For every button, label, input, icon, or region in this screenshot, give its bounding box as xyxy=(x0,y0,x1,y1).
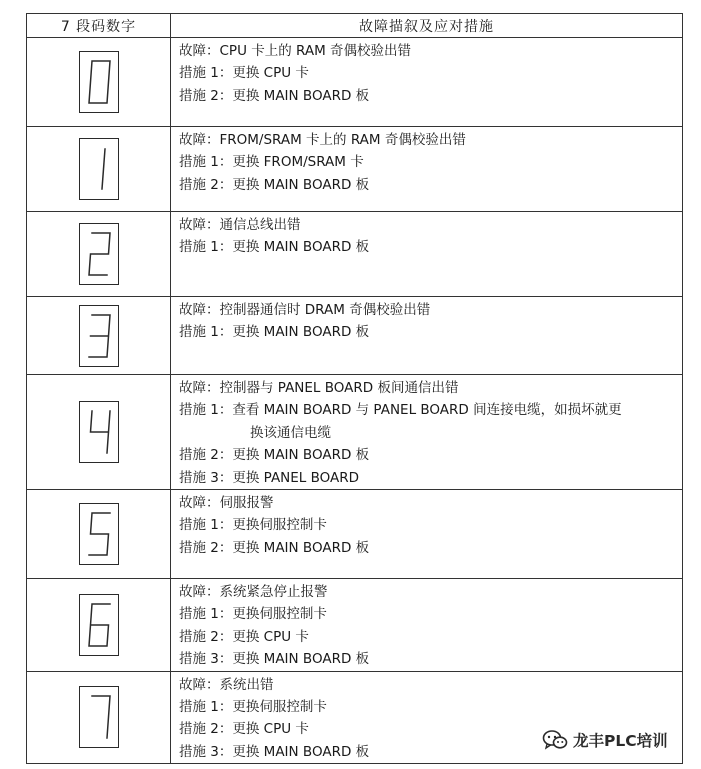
measure-line: 措施 2：更换 CPU 卡 xyxy=(179,628,309,645)
digit-cell xyxy=(27,127,171,212)
table-row xyxy=(27,375,683,490)
seven-segment-digit-0-icon xyxy=(79,51,119,113)
fault-line: 故障：通信总线出错 xyxy=(179,217,301,233)
measure-line: 措施 1：更换伺服控制卡 xyxy=(179,606,327,623)
measure-line: 措施 3：更换 MAIN BOARD 板 xyxy=(179,651,370,668)
measure-line: 措施 1：查看 MAIN BOARD 与 PANEL BOARD 间连接电缆，如损坏就更 xyxy=(179,402,622,419)
fault-line: 故障：控制器通信时 DRAM 奇偶校验出错 xyxy=(179,302,431,318)
seven-segment-digit-3-icon xyxy=(79,305,119,367)
description-cell xyxy=(171,297,683,375)
table-header-row xyxy=(27,14,683,38)
fault-line: 故障：系统出错 xyxy=(179,676,274,693)
measure-line: 措施 2：更换 MAIN BOARD 板 xyxy=(179,87,370,104)
table-row xyxy=(27,579,683,672)
seven-segment-digit-1-icon xyxy=(79,138,119,200)
digit-cell xyxy=(27,490,171,579)
watermark-text: 龙丰PLC培训 xyxy=(573,732,668,750)
measure-line: 措施 1：更换伺服控制卡 xyxy=(179,699,327,716)
table-row xyxy=(27,38,683,127)
table-row xyxy=(27,212,683,297)
digit-cell xyxy=(27,579,171,672)
measure-line: 措施 1：更换 MAIN BOARD 板 xyxy=(179,239,370,256)
description-cell xyxy=(171,490,683,579)
seven-segment-digit-7-icon xyxy=(79,686,119,748)
seven-segment-digit-6-icon xyxy=(79,594,119,656)
fault-line: 故障：系统紧急停止报警 xyxy=(179,584,328,601)
digit-cell xyxy=(27,38,171,127)
table-row xyxy=(27,297,683,375)
digit-cell xyxy=(27,375,171,490)
seven-segment-digit-4-icon xyxy=(79,401,119,463)
description-cell xyxy=(171,212,683,297)
seven-segment-digit-2-icon xyxy=(79,223,119,285)
fault-code-table xyxy=(26,13,683,764)
seven-segment-digit-5-icon xyxy=(79,503,119,565)
description-cell xyxy=(171,127,683,212)
wechat-icon xyxy=(542,729,568,751)
table-row xyxy=(27,127,683,212)
fault-line: 故障：伺服报警 xyxy=(179,495,274,512)
digit-cell xyxy=(27,297,171,375)
header-description: 故障描叙及应对措施 xyxy=(171,14,683,38)
measure-line: 措施 1：更换 CPU 卡 xyxy=(179,65,309,82)
description-cell xyxy=(171,375,683,490)
measure-line: 措施 3：更换 PANEL BOARD xyxy=(179,469,360,486)
measure-line: 措施 1：更换 MAIN BOARD 板 xyxy=(179,324,370,341)
measure-line-continued: 换该通信电缆 xyxy=(250,424,331,441)
measure-line: 措施 2：更换 CPU 卡 xyxy=(179,721,309,738)
description-cell xyxy=(171,579,683,672)
table-row xyxy=(27,490,683,579)
measure-line: 措施 1：更换 FROM/SRAM 卡 xyxy=(179,154,364,171)
fault-line: 故障：CPU 卡上的 RAM 奇偶校验出错 xyxy=(179,43,412,59)
digit-cell xyxy=(27,671,171,764)
header-digit: 7 段码数字 xyxy=(27,14,171,38)
measure-line: 措施 2：更换 MAIN BOARD 板 xyxy=(179,539,370,556)
fault-line: 故障：控制器与 PANEL BOARD 板间通信出错 xyxy=(179,380,459,396)
measure-line: 措施 2：更换 MAIN BOARD 板 xyxy=(179,447,370,464)
watermark xyxy=(542,728,668,752)
digit-cell xyxy=(27,212,171,297)
measure-line: 措施 2：更换 MAIN BOARD 板 xyxy=(179,176,370,193)
description-cell xyxy=(171,38,683,127)
fault-line: 故障：FROM/SRAM 卡上的 RAM 奇偶校验出错 xyxy=(179,132,466,148)
measure-line: 措施 1：更换伺服控制卡 xyxy=(179,517,327,534)
measure-line: 措施 3：更换 MAIN BOARD 板 xyxy=(179,743,370,760)
